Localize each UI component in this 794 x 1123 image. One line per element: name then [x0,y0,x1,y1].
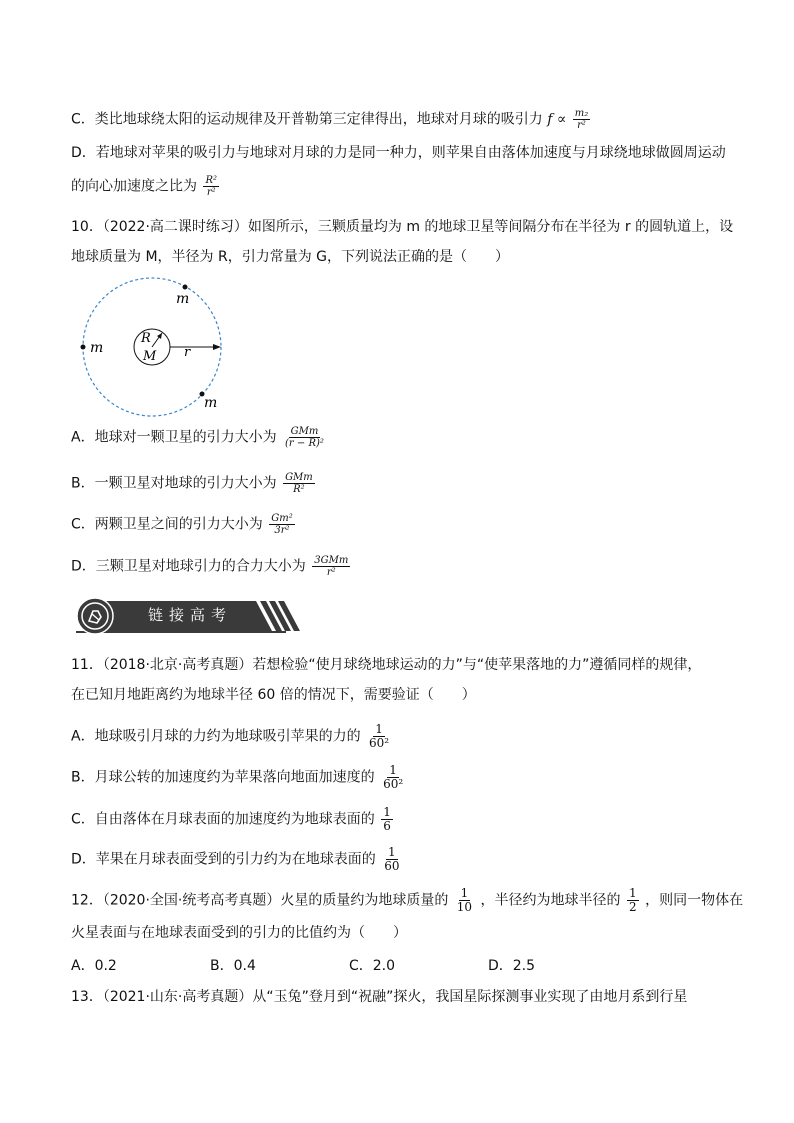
q9-option-d-line2: 的向心加速度之比为 $\frac{\text{R²}}{\text{r²}}$ [71,175,217,198]
sat-label-top: m [176,291,190,307]
section-banner-title: 链接高考 [148,606,233,624]
q9-option-d-fraction: $\frac{\text{R²}}{\text{r²}}$ [205,175,217,198]
q12-option-b: B．0.4 [210,958,256,974]
q11-option-d: D．苹果在月球表面受到的引力约为在地球表面的 $\frac{1}{60}$ [71,845,400,873]
q12-option-a: A．0.2 [71,958,117,974]
q10-orbit-diagram [72,272,232,417]
q12-stem-line1: 12．（2020·全国·统考高考真题）火星的质量约为地球质量的 $\frac{1}{10}$ ，半径约为地球半径的 $\frac{1}{2}$ ，则同一物体在 [71,886,744,914]
q11-stem-line2: 在已知月地距离约为地球半径 60 倍的情况下，需要验证（ ） [71,687,476,703]
q10-stem-line1: 10．（2022·高二课时练习）如图所示，三颗质量均为 m 的地球卫星等间隔分布在半径为 r 的圆轨道上，设 [71,219,734,235]
q12-options [71,956,631,976]
q11-option-a: A．地球吸引月球的力约为地球吸引苹果的力的 $\frac{1}{\text{60²}}$ [71,722,390,750]
q11-option-c: C．自由落体在月球表面的加速度约为地球表面的 $\frac{1}{6}$ [71,805,391,833]
sat-label-bottom: m [204,395,218,411]
q12-stem-line2: 火星表面与在地球表面受到的引力的比值约为（ ） [71,925,407,941]
q9-option-c: C．类比地球绕太阳的运动规律及开普勒第三定律得出，地球对月球的吸引力 f ∝ $\frac{\text{m₂}}{\text{r²}}$ [71,108,589,131]
q10-stem-line2: 地球质量为 M，半径为 R，引力常量为 G，下列说法正确的是（ ） [71,249,510,265]
q12-option-d: D．2.5 [488,958,536,974]
q9-option-c-fraction: $\frac{\text{m₂}}{\text{r²}}$ [574,108,589,131]
orbit-radius-label: r [184,345,191,360]
q11-stem-line1: 11．（2018·北京·高考真题）若想检验“使月球绕地球运动的力”与“使苹果落地的力”遵循同样的规律， [71,657,702,673]
q9-option-d-line1: D．若地球对苹果的吸引力与地球对月球的力是同一种力，则苹果自由落体加速度与月球绕地球做圆周运动 [71,145,726,161]
q12-option-c: C．2.0 [349,958,396,974]
satellite-top [183,285,188,290]
q10-option-a: A．地球对一颗卫星的引力大小为 $\frac{\text{GMm}}{\text{(r − R)²}}$ [71,426,324,449]
earth-mass-label: M [143,349,157,364]
satellite-left [81,345,86,350]
q10-option-c: C．两颗卫星之间的引力大小为 $\frac{\text{Gm²}}{\text{3r²}}$ [71,513,293,536]
q11-option-b: B．月球公转的加速度约为苹果落向地面加速度的 $\frac{1}{\text{60²}}$ [71,763,404,791]
q10-option-d: D．三颗卫星对地球引力的合力大小为 $\frac{\text{3GMm}}{\text{r²}}$ [71,555,349,578]
q10-option-b: B．一颗卫星对地球的引力大小为 $\frac{\text{GMm}}{\text{R²}}$ [71,472,313,495]
q13-stem-line1: 13．（2021·山东·高考真题）从“玉兔”登月到“祝融”探火，我国星际探测事业实现了由地月系到行星 [71,989,688,1005]
earth-radius-label: R [141,331,151,346]
sat-label-left: m [90,340,104,356]
